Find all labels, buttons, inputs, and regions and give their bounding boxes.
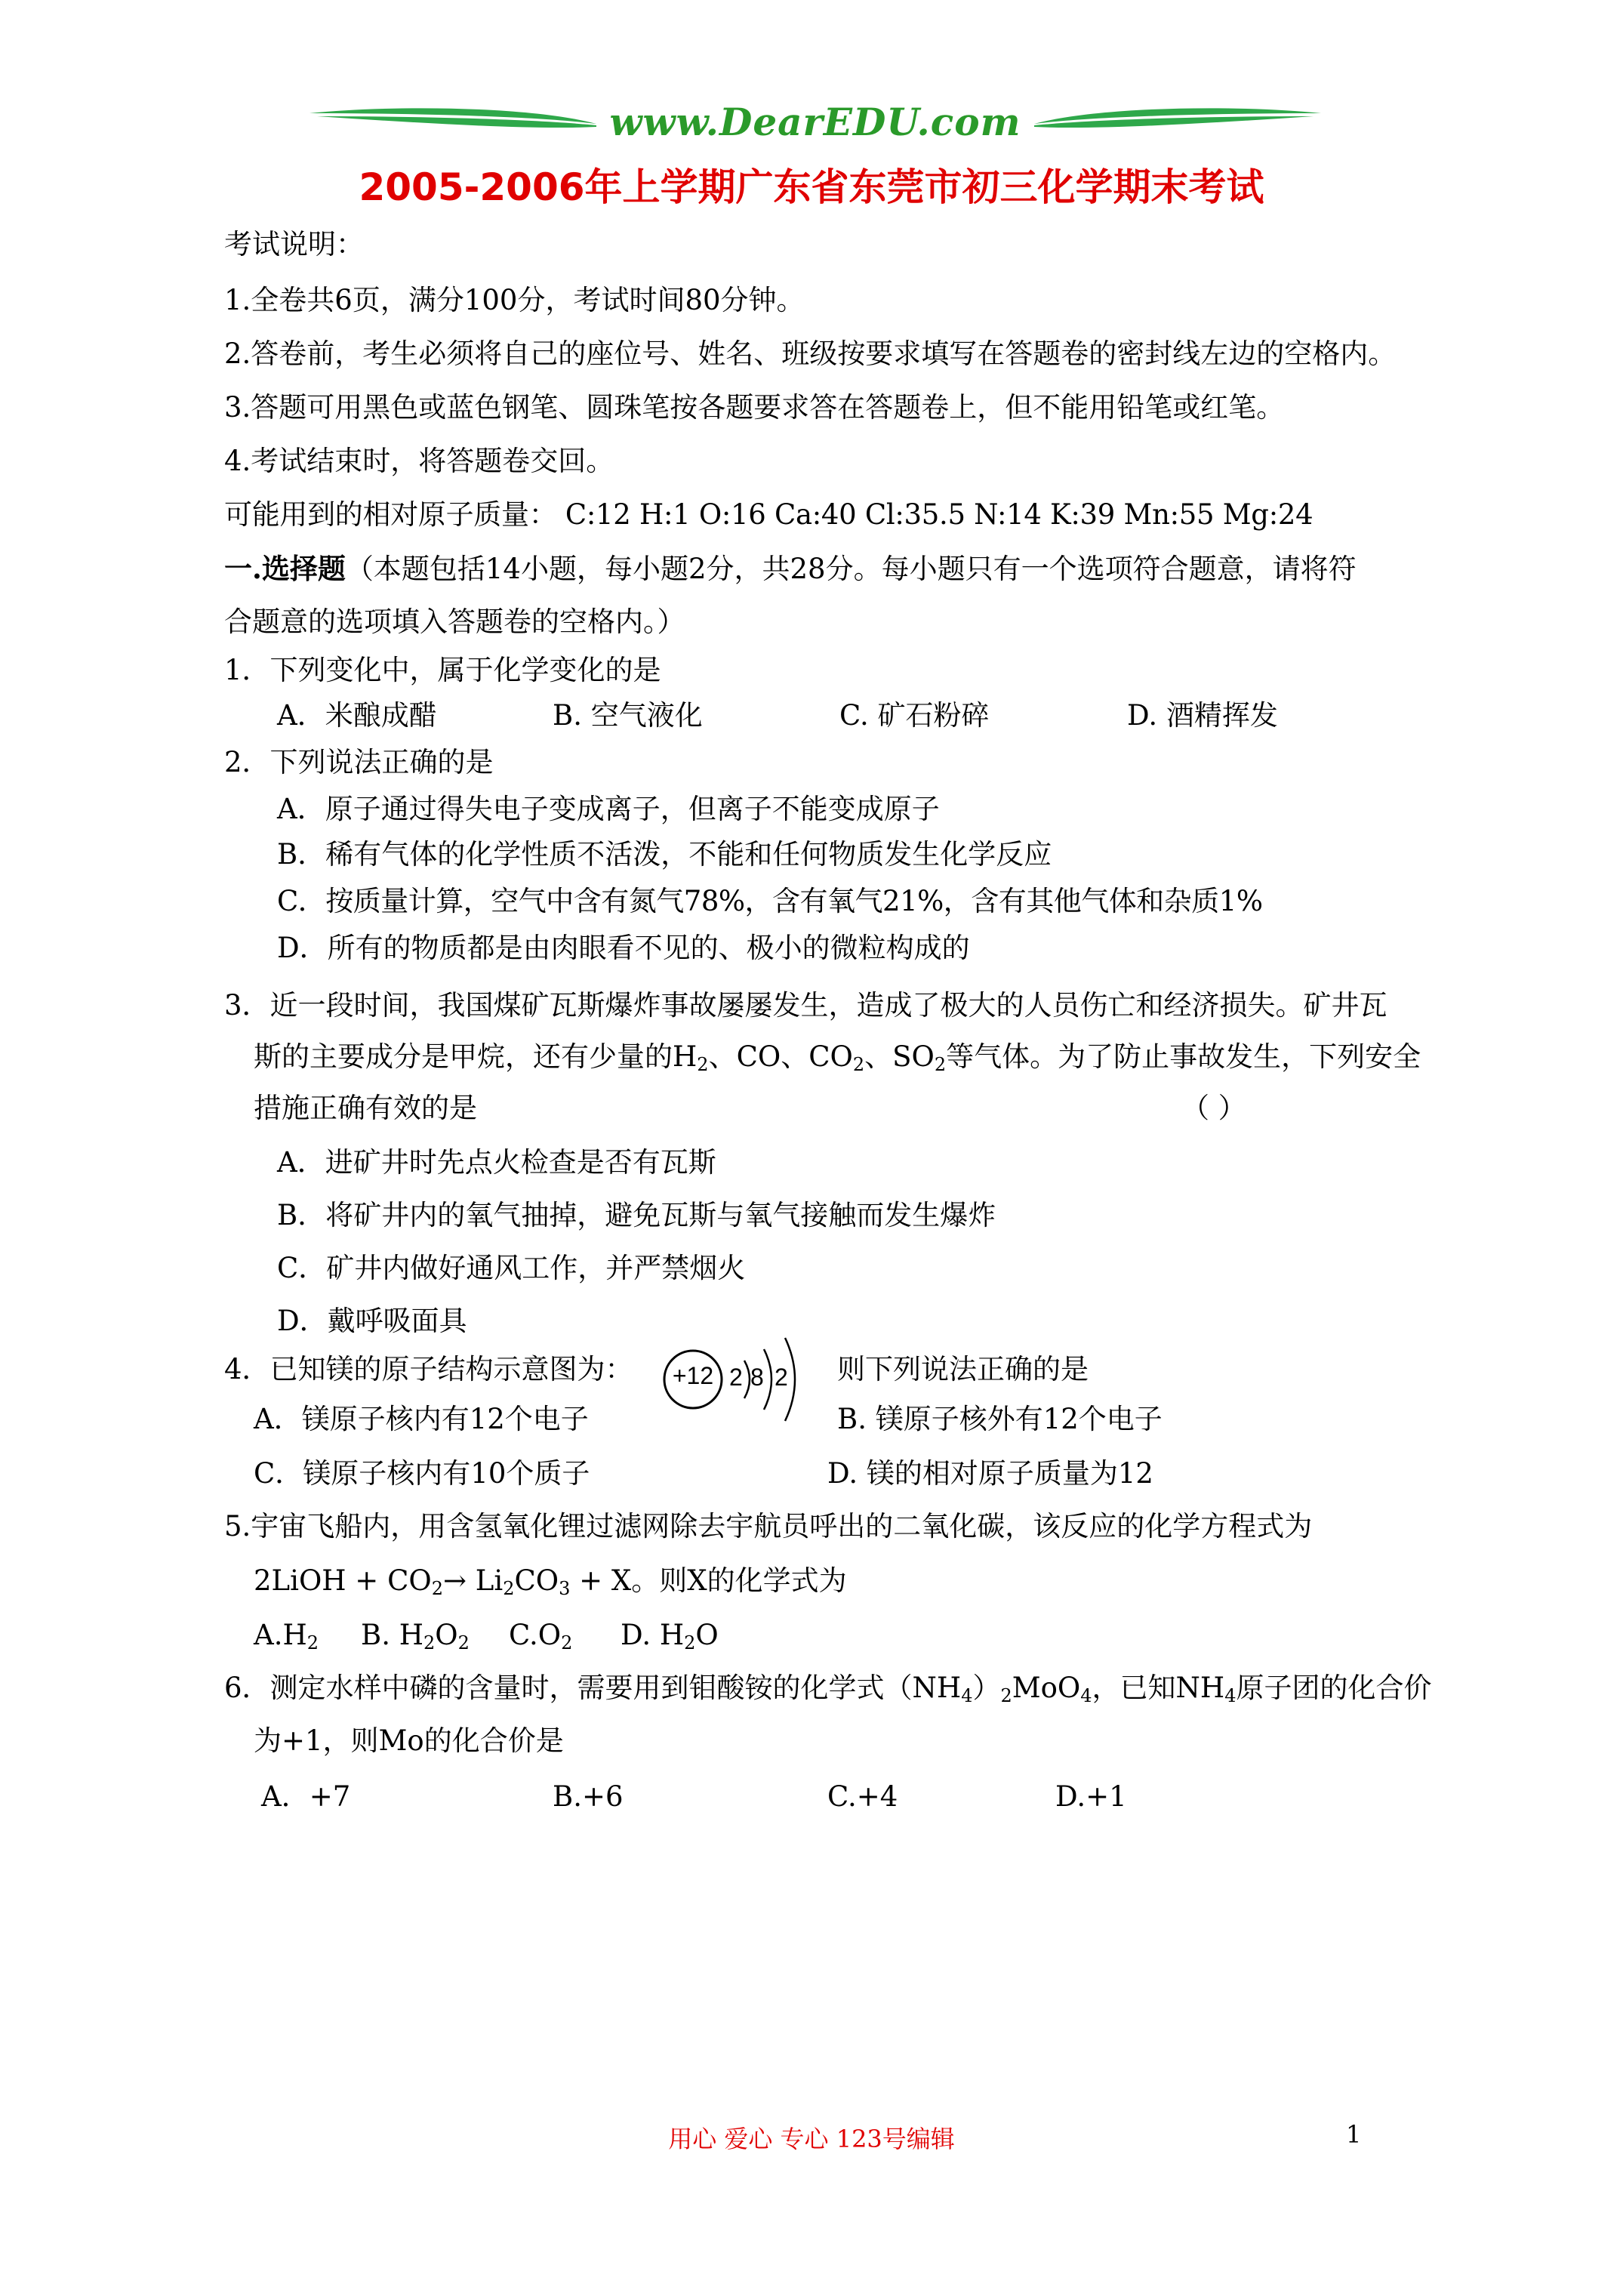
q6-line2: 为+1，则Mo的化合价是: [254, 1724, 564, 1757]
subscript: 2: [306, 1632, 319, 1653]
subscript: 2: [561, 1632, 573, 1653]
q5-line1: 5.宇宙飞船内，用含氢氧化锂过滤网除去宇航员呼出的二氧化碳，该反应的化学方程式为: [224, 1510, 1313, 1542]
q2-option-b: B．稀有气体的化学性质不活泼，不能和任何物质发生化学反应: [277, 838, 1052, 871]
subscript: 2: [684, 1632, 696, 1653]
q4-stem: 4．已知镁的原子结构示意图为：: [224, 1353, 633, 1385]
q4-option-b: B. 镁原子核外有12个电子: [837, 1403, 1163, 1435]
instruction-item: 3.答题可用黑色或蓝色钢笔、圆珠笔按各题要求答在答题卷上，但不能用铅笔或红笔。: [224, 391, 1285, 424]
q5-option-c: [509, 1619, 572, 1652]
q1-option-b: B. 空气液化: [553, 699, 703, 732]
eq-part: CO: [514, 1564, 559, 1597]
q1-option-d: D. 酒精挥发: [1127, 699, 1278, 732]
q5-option-d: [621, 1619, 719, 1652]
page-number: 1: [1346, 2120, 1362, 2149]
section-desc: （本题包括14小题，每小题2分，共28分。每小题只有一个选项符合题意，请将符: [345, 553, 1357, 585]
q1-option-c: C. 矿石粉碎: [839, 699, 990, 732]
subscript: 2: [934, 1054, 947, 1075]
q6-text: MoO: [1012, 1672, 1081, 1704]
q3-line3: 措施正确有效的是: [254, 1092, 477, 1124]
nucleus-charge: +12: [672, 1362, 714, 1389]
q1-stem: 1．下列变化中，属于化学变化的是: [224, 654, 661, 686]
subscript: 4: [1080, 1685, 1092, 1706]
subscript: 2: [457, 1632, 470, 1653]
q4-option-a: A．镁原子核内有12个电子: [254, 1403, 589, 1435]
opt-text: B. H: [361, 1619, 423, 1651]
site-name: www.DearEDU.com: [609, 100, 1021, 144]
subscript: 2: [852, 1054, 865, 1075]
footer-note: 用心 爱心 专心 123号编辑: [668, 2125, 955, 2153]
q6-option-b: B.+6: [553, 1780, 624, 1813]
q4-option-c: C．镁原子核内有10个质子: [254, 1457, 590, 1490]
q4-stem-end: 则下列说法正确的是: [837, 1353, 1089, 1385]
opt-text: A.H: [254, 1619, 307, 1651]
shell-electrons: 2: [775, 1364, 788, 1391]
section-desc-cont: 合题意的选项填入答题卷的空格内。）: [224, 606, 685, 638]
eq-part: 2LiOH + CO: [254, 1564, 432, 1597]
subscript: 2: [431, 1578, 443, 1599]
atomic-masses: 可能用到的相对原子质量： C:12 H:1 O:16 Ca:40 Cl:35.5 N:14 K:39 Mn:55 Mg:24: [224, 498, 1313, 531]
q2-option-d: D．所有的物质都是由肉眼看不见的、极小的微粒构成的: [277, 932, 970, 964]
q5-equation: [254, 1564, 847, 1598]
q3-text: 斯的主要成分是甲烷，还有少量的H: [254, 1040, 698, 1073]
q6-text: 6．测定水样中磷的含量时，需要用到钼酸铵的化学式（NH: [224, 1672, 962, 1704]
separator: 、: [864, 1040, 893, 1073]
shell-electrons: 2: [729, 1364, 743, 1391]
q3-option-a: A．进矿井时先点火检查是否有瓦斯: [277, 1146, 716, 1179]
instruction-item: 1.全卷共6页，满分100分，考试时间80分钟。: [224, 284, 805, 316]
subscript: 2: [697, 1054, 709, 1075]
q6-option-d: D.+1: [1055, 1780, 1127, 1813]
shell-electrons: 8: [750, 1364, 764, 1391]
separator: 、: [708, 1040, 737, 1073]
eq-part: + X。则X的化学式为: [570, 1564, 847, 1597]
magnesium-atom-diagram: [655, 1330, 821, 1428]
q4-option-d: D. 镁的相对原子质量为12: [827, 1457, 1153, 1490]
answer-bracket: （ ）: [1181, 1092, 1246, 1124]
formula-so2: SO: [892, 1040, 935, 1073]
subscript: 4: [1224, 1685, 1236, 1706]
opt-text: D. H: [621, 1619, 685, 1651]
q6-option-c: C.+4: [827, 1780, 898, 1813]
q2-option-c: C．按质量计算，空气中含有氮气78%，含有氧气21%，含有其他气体和杂质1%: [277, 885, 1263, 917]
formula-co: CO: [736, 1040, 781, 1073]
q6-text: ，已知NH: [1092, 1672, 1225, 1704]
page-title: 2005-2006年上学期广东省东莞市初三化学期末考试: [359, 165, 1264, 209]
opt-text: C.O: [509, 1619, 562, 1651]
q1-option-a: A．米酿成醋: [277, 699, 437, 732]
q3-option-b: B．将矿井内的氧气抽掉，避免瓦斯与氧气接触而发生爆炸: [277, 1199, 996, 1231]
q6-text: ）: [972, 1672, 1001, 1704]
section-label: 一.选择题: [224, 552, 346, 585]
q3-option-d: D．戴呼吸面具: [277, 1305, 467, 1337]
q3-line2: [254, 1040, 1421, 1074]
header-banner: [310, 97, 1321, 149]
instructions-heading: 考试说明：: [224, 228, 364, 260]
section-heading: [224, 552, 1357, 586]
opt-text: O: [435, 1619, 458, 1651]
subscript: 2: [1000, 1685, 1012, 1706]
subscript: 3: [559, 1578, 571, 1599]
q3-line1: 3．近一段时间，我国煤矿瓦斯爆炸事故屡屡发生，造成了极大的人员伤亡和经济损失。矿井瓦: [224, 989, 1387, 1022]
arrow-icon: →: [443, 1564, 467, 1597]
q6-text: 原子团的化合价: [1236, 1672, 1432, 1704]
q2-stem: 2．下列说法正确的是: [224, 746, 494, 778]
q3-text: 等气体。为了防止事故发生，下列安全: [946, 1040, 1421, 1073]
instruction-item: 2.答卷前，考生必须将自己的座位号、姓名、班级按要求填写在答题卷的密封线左边的空格内。: [224, 337, 1397, 370]
q3-option-c: C．矿井内做好通风工作，并严禁烟火: [277, 1252, 746, 1284]
q6-option-a: A．+7: [261, 1780, 351, 1813]
opt-text: O: [695, 1619, 719, 1651]
q2-option-a: A．原子通过得失电子变成离子，但离子不能变成原子: [277, 793, 940, 825]
eq-part: Li: [467, 1564, 504, 1597]
subscript: 2: [503, 1578, 515, 1599]
q5-option-b: [361, 1619, 470, 1652]
q5-option-a: [254, 1619, 319, 1652]
subscript: 4: [961, 1685, 973, 1706]
instruction-item: 4.考试结束时，将答题卷交回。: [224, 445, 614, 477]
separator: 、: [781, 1040, 809, 1073]
formula-co2: CO: [808, 1040, 853, 1073]
q6-line1: [224, 1672, 1431, 1705]
subscript: 2: [423, 1632, 436, 1653]
